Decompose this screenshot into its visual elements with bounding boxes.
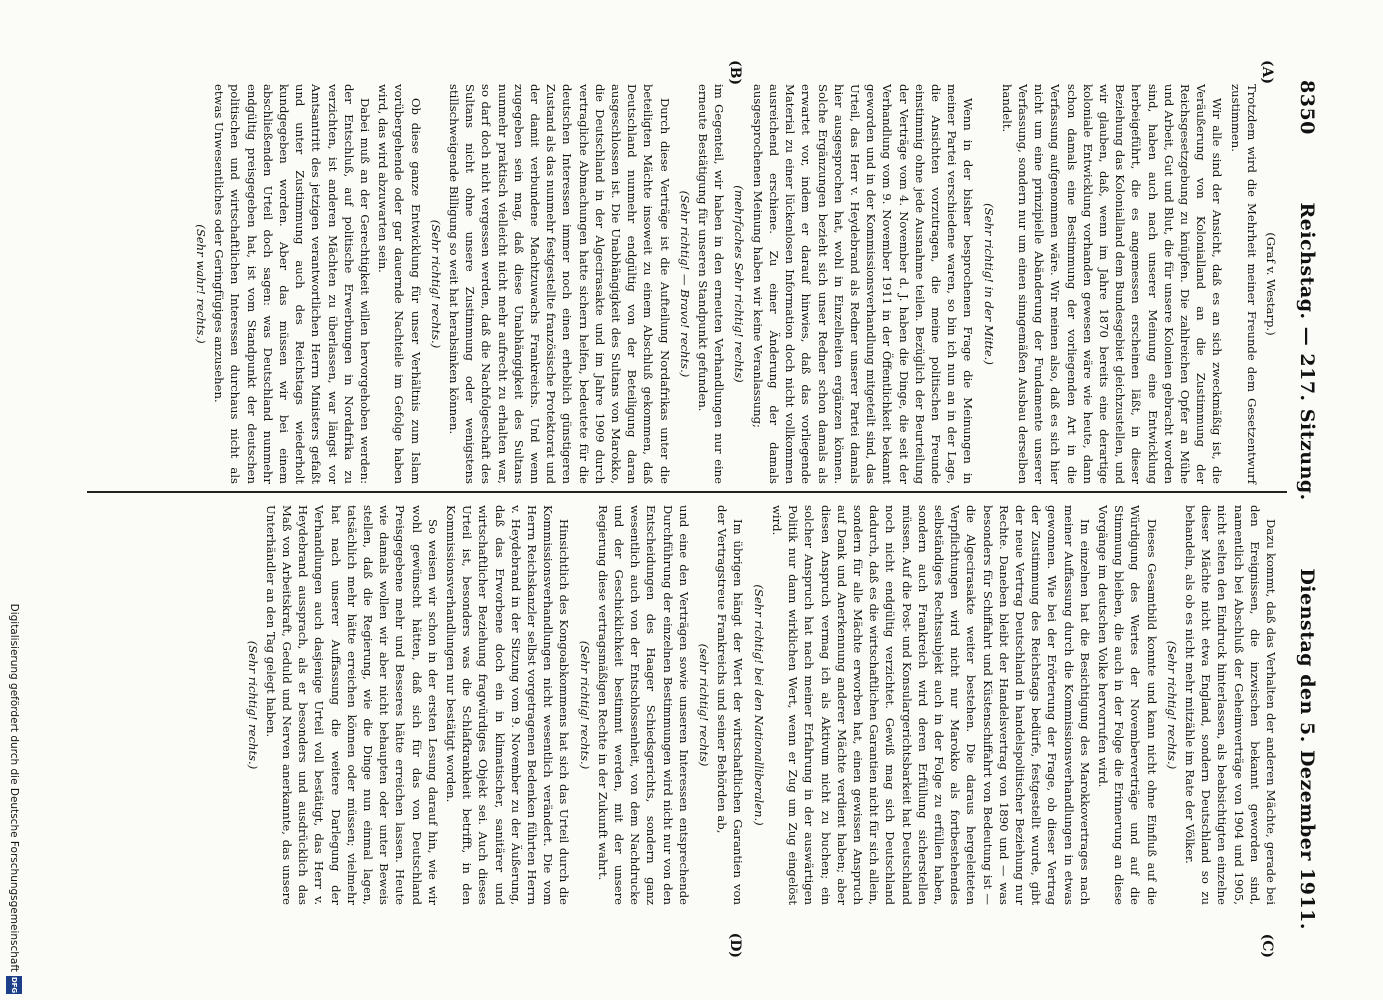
paragraph: im Gegenteil, wir haben in den erneuten Verhandlungen nur eine erneute Bestätigung für unseren Standpunkt gefunden.: [696, 84, 727, 484]
paragraph: Trotzdem wird die Mehrheit meiner Freunde dem Gesetzentwurf zustimmen.: [1228, 84, 1259, 484]
audience-reaction: (Sehr richtig! rechts.): [245, 640, 260, 770]
audience-reaction: (mehrfaches Sehr richtig! rechts): [732, 185, 747, 383]
paragraph: Dazu kommt, daß das Verhalten der anderen Mächte, gerade bei den Ereignissen, die inzwischen bekannt geworden sind, namentlich bei Abschluß der Geheimverträge von 1904 und 1905, nicht selten den Eindruck hinterlassen, als beabsichtigten einzelne dieser Mächte nicht etwa England, sondern Deutschland so zu behandeln, als ob es nicht mehr mitzähle im Rate der Völker.: [1182, 505, 1278, 905]
paragraph: Durch diese Verträge ist die Aufteilung Nordafrikas unter die beteiligten Mächte insoweit zu einem Abschluß gekommen, daß Deutschland nunmehr endgültig von der Beteiligung daran ausgeschlossen ist. Die Unabhängigkeit des Sultans von Marokko, die Deutschland in der Algecirasakte und im Jahre 1909 durch vertragliche Abmachungen hatte sichern helfen, bedeutete für die deutschen Interessen immer noch einen erheblich günstigeren Zustand als das nunmehr festgestellte französische Protektorat und der damit verbundene Machtzuwachs Frankreichs. Und wenn zugegeben sein mag, daß diese Unabhängigkeit des Sultans nunmehr praktisch vielleicht nicht mehr aufrecht zu erhalten war, so darf doch nicht vergessen werden, daß die Nachfolgeschaft des Sultans nicht ohne unsere Zustimmung oder wenigstens stillschweigende Billigung so weit hat herabsinken können.: [447, 84, 672, 485]
right-column: [240, 505, 1279, 905]
paragraph: Ob diese ganze Entwicklung für unser Verhältnis zum Islam vorübergehende oder gar dauernde Nachteile im Gefolge haben wird, das wird abzuwarten sein.: [376, 84, 423, 484]
paragraph: Hinsichtlich des Kongoabkommens hat sich das Urteil durch die Kommissionsverhandlungen nicht wesentlich verändert. Die vom Herrn Reichskanzler selbst vorgetragenen Bedenken führten Herrn v. Heydebrand in der Sitzung vom 9. November zu der Äußerung, daß das Erworbene doch ein in klimatischer, sanitärer und wirtschaftlicher Beziehung fragwürdiges Objekt sei. Auch dieses Urteil ist, besonders was die Schlafkrankheit betrifft, in den Kommissionsverhandlungen nur bestätigt worden.: [444, 505, 572, 905]
paragraph: Im übrigen hängt der Wert der wirtschaftlichen Garantien von der Vertragstreue Frankreichs und seiner Behörden ab,: [715, 505, 746, 905]
audience-reaction: (sehr richtig! rechts): [697, 643, 712, 767]
page-header: [1289, 80, 1325, 930]
audience-reaction: (Sehr richtig! bei den Nationalliberalen.): [751, 584, 766, 826]
left-column: [189, 84, 1279, 484]
margin-marker-a: (A): [1259, 60, 1275, 85]
audience-reaction: (Sehr richtig! in der Mitte.): [981, 203, 996, 365]
column-divider: [87, 491, 1287, 493]
paragraph: Wir alle sind der Ansicht, daß es an sich zweckmäßig ist, die Veräußerung von Kolonialland an die Zustimmung der Reichsgesetzgebung zu knüpfen. Die zahlreichen Opfer an Mühe und Arbeit, Gut und Blut, die für unsere Kolonien gebracht worden sind, haben auch nach unserer Meinung eine Entwicklung herbeigeführt, die es angemessen erscheinen läßt, in dieser Beziehung das Kolonialland dem Bundesgebiet gleichzustellen, und wir glauben, daß, wenn im Jahre 1870 bereits eine derartige koloniale Entwicklung vorhanden gewesen wäre wie heute, dann schon damals eine Bestimmung der vorliegenden Art in die Verfassung aufgenommen wäre. Wir meinen also, daß es sich hier nicht um eine prinzipielle Abänderung der Fundamente unserer Verfassung, sondern nur um einen sinngemäßen Ausbau derselben handelt.: [999, 84, 1225, 484]
paragraph: und eine den Verträgen sowie unseren Interessen entsprechende Durchführung der einzelnen Bestimmungen wird nicht nur von den Entscheidungen des Haager Schiedsgerichts, sondern ganz wesentlich auch von der Entschlossenheit, von dem Nachdrucke und der Geschicklichkeit bestimmt werden, mit der unsere Regierung diese vertragsmäßigen Rechte in der Zukunft wahrt.: [595, 505, 691, 905]
paragraph: Dieses Gesamtbild konnte und kann nicht ohne Einfluß auf die Würdigung des Wertes der Novemberverträge und auf die Stimmung bleiben, die auch in der Folge die Erinnerung an diese Vorgänge im deutschen Volke hervorrufen wird.: [1095, 505, 1159, 905]
funding-credit: Digitalisierung gefördert durch die Deutsche Forschungsgemeinschaft: [8, 603, 20, 972]
page-title: Reichstag. — 217. Sitzung.: [1296, 202, 1318, 501]
footer: [0, 0, 24, 1000]
page-number: 8350: [1296, 80, 1318, 135]
dfg-logo-icon: DFG: [6, 976, 22, 994]
speaker-name: (Graf v. Westarp.): [1264, 232, 1278, 336]
paragraph: Dabei muß an der Gerechtigkeit willen hervorgehoben werden: der Entschluß, auf politische Erwerbungen in Nordafrika zu verzichten, ist anderen Mächten zu überlassen, war längst vor Amtsantritt des jetzigen verantwortlichen Herrn Ministers gefaßt und unter Zustimmung auch des Reichstags wiederholt kundgegeben worden. Aber das müssen wir bei einem abschließenden Urteil doch sagen: was Deutschland nunmehr endgültig preisgegeben hat, ist vom Standpunkt der deutschen politischen und wirtschaftlichen Interessen durchaus nicht als etwas Unwesentliches oder Geringfügiges anzusehen.: [212, 84, 373, 484]
audience-reaction: (Sehr richtig! — Bravo! rechts.): [677, 190, 692, 378]
audience-reaction: (Sehr richtig! rechts.): [428, 219, 443, 349]
audience-reaction: (Sehr richtig! rechts.): [577, 640, 592, 770]
margin-marker-d: (D): [727, 932, 743, 958]
paragraph: So weisen wir schon in der ersten Lesung darauf hin, wie wir wohl gewünscht hätten, daß sich für das von Deutschland Preisgegebene mehr und Besseres hätte erreichen lassen. Heute wie damals wollen wir aber nicht behaupten oder unter Beweis stellen, daß die Regierung, wie die Dinge nun einmal lagen, tatsächlich mehr hätte erreichen können oder müssen; vielmehr hat nach unserer Auffassung die weitere Darlegung der Verhandlungen auch dasjenige Urteil voll bestätigt, das Herr v. Heydebrand aussprach, als er besonders und ausdrücklich das Maß von Arbeitskraft, Geduld und Nerven anerkannte, das unsere Unterhändler an den Tag gelegt haben.: [263, 505, 440, 905]
paragraph: Wenn in der bisher besprochenen Frage die Meinungen in meiner Partei verschiedene waren, so bin ich nun an in der Lage, die Ansichten vorzutragen, die meine politischen Freunde einstimmig ohne jede Ausnahme teilen. Bezüglich der Beurteilung der Verträge vom 4. November d. J. haben die Dinge, die seit der Verhandlung vom 9. November 1911 in der Öffentlichkeit bekannt geworden und in der Kommissionsverhandlung mitgeteilt sind, das Urteil, das Herr v. Heydebrand als Redner unserer Partei damals hier ausgesprochen hat, wohl in Einzelheiten ergänzen können. Solche Ergänzungen bezieht sich unser Redner schon damals als erwartet vor, indem er darauf hinwies, daß das vorliegende Material zu einer lückenlosen Information doch nicht vollkommen ausreichend erschiene. Zu einer Änderung der damals ausgesprochenen Meinung haben wir keine Veranlassung;: [750, 84, 976, 484]
margin-marker-b: (B): [727, 60, 743, 86]
audience-reaction: (Sehr wahr! rechts.): [194, 224, 208, 344]
paragraph: Im einzelnen hat die Besichtigung des Marokkovertrages nach meiner Auffassung durch die Kommissionsverhandlungen in etwas gewonnen. Wie bei der Erörterung der Frage, ob dieser Vertrag der Zustimmung des Reichstags bedürfe, festgestellt wurde, gibt der neue Vertrag Deutschland in handelspolitischer Beziehung nur Rechte. Daneben bleibt der Handelsvertrag von 1890 und — was besonders für Schiffahrt und Küstenschiffahrt von Bedeutung ist — die Algecirasakte weiter bestehen. Die daraus hergeleiteten Verpflichtungen wird nicht nur Marokko als fortbestehendes selbständiges Rechtssubjekt auch in der Folge zu erfüllen haben, sondern auch Frankreich wird deren Erfüllung sicherstellen müssen. Auf die Post- und Konsulargerichtsbarkeit hat Deutschland noch nicht endgültig verzichtet. Gewiß mag sich Deutschland dadurch, daß es die wirtschaftlichen Garantien nicht für sich allein, sondern für alle Mächte erworben hat, einen gewissen Anspruch auf Dank und Anerkennung anderer Mächte verdient haben; aber diesen Anspruch vermag ich als Aktivum nicht zu buchen; ein solcher Anspruch hat nach meiner Erfahrung in der auswärtigen Politik nur dann wirklichen Wert, wenn er Zug um Zug eingelöst wird.: [769, 505, 1092, 905]
audience-reaction: (Sehr richtig! rechts.): [1164, 640, 1179, 770]
page-date: Dienstag den 5. Dezember 1911.: [1296, 568, 1318, 930]
margin-marker-c: (C): [1259, 933, 1275, 958]
